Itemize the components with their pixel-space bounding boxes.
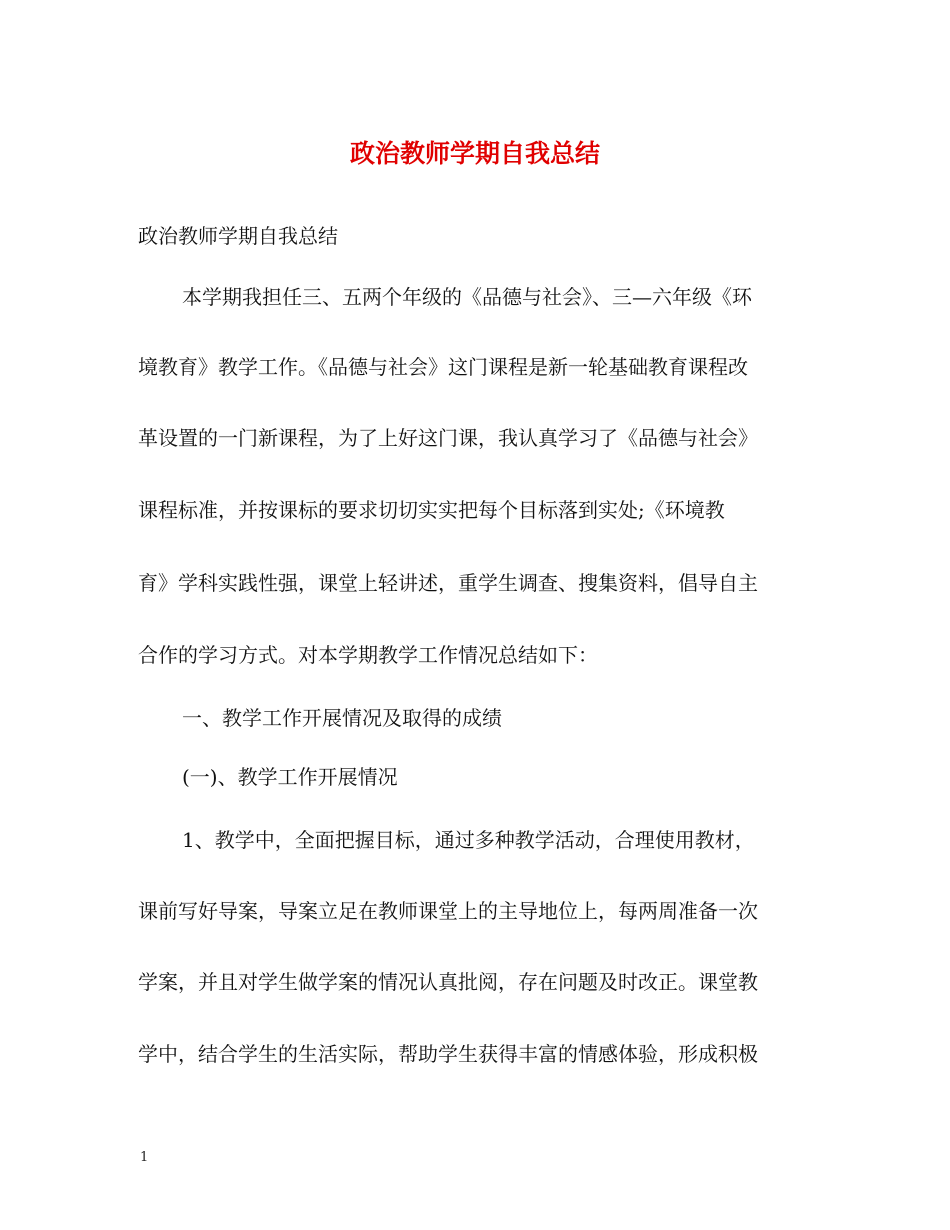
document-title: 政治教师学期自我总结 <box>349 139 600 168</box>
paragraph-line: 学中，结合学生的生活实际，帮助学生获得丰富的情感体验，形成积极 <box>138 1042 758 1066</box>
paragraph-line: 课程标准，并按课标的要求切切实实把每个目标落到实处;《环境教 <box>138 498 725 522</box>
paragraph-line: 合作的学习方式。对本学期教学工作情况总结如下： <box>138 643 598 667</box>
paragraph-line: 境教育》教学工作。《品德与社会》这门课程是新一轮基础教育课程改 <box>138 355 748 379</box>
paragraph-line: 1、教学中，全面把握目标，通过多种教学活动，合理使用教材， <box>182 828 755 852</box>
document-subtitle: 政治教师学期自我总结 <box>138 224 338 248</box>
page-number: 1 <box>140 1150 149 1165</box>
subsection-heading: (一)、教学工作开展情况 <box>182 765 398 789</box>
paragraph-line: 革设置的一门新课程，为了上好这门课，我认真学习了《品德与社会》 <box>138 426 758 450</box>
section-heading: 一、教学工作开展情况及取得的成绩 <box>182 706 502 730</box>
paragraph-line: 课前写好导案，导案立足在教师课堂上的主导地位上，每两周准备一次 <box>138 899 758 923</box>
paragraph-line: 育》学科实践性强，课堂上轻讲述，重学生调查、搜集资料，倡导自主 <box>138 571 758 595</box>
paragraph-line: 学案，并且对学生做学案的情况认真批阅，存在问题及时改正。课堂教 <box>138 970 758 994</box>
paragraph-line: 本学期我担任三、五两个年级的《品德与社会》、三—六年级《环 <box>182 285 752 309</box>
